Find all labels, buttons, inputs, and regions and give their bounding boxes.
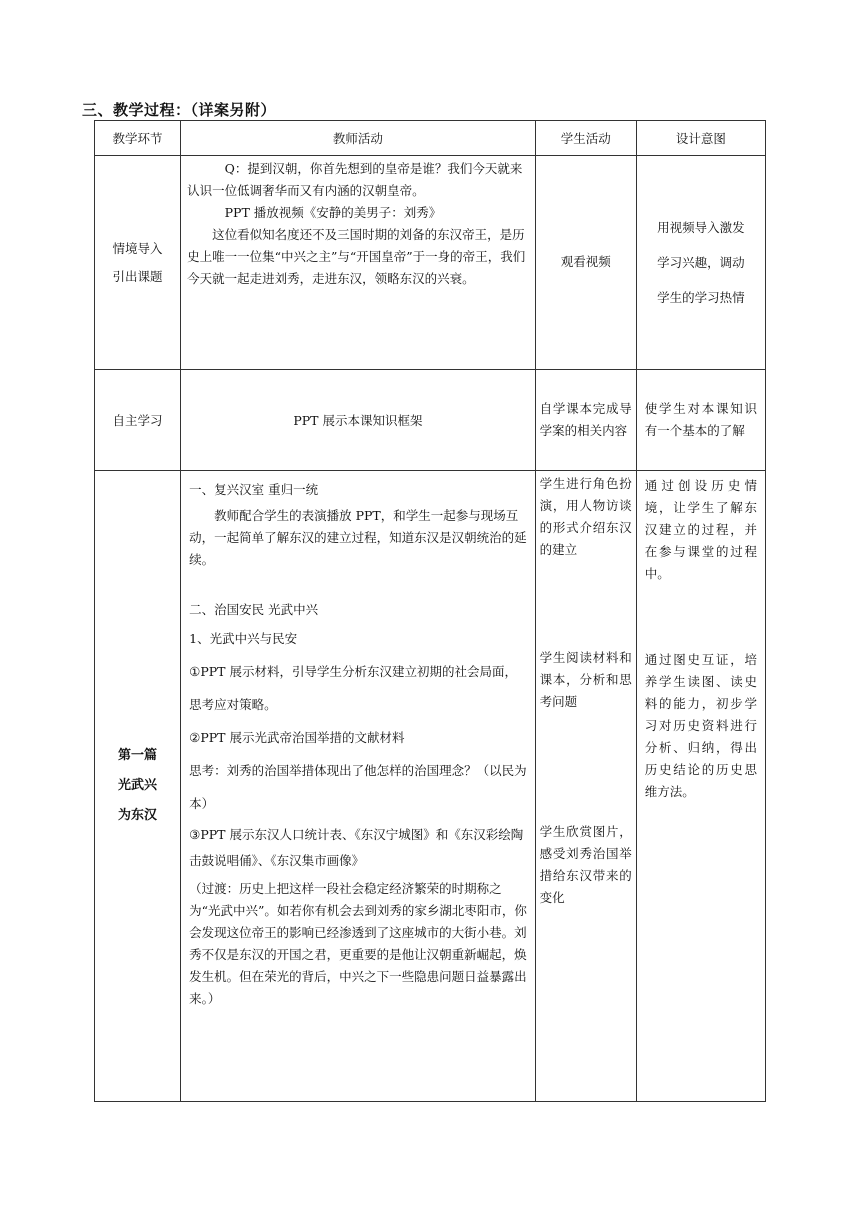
- stage-cell: [95, 156, 181, 370]
- intent-line: 学习兴趣，调动: [657, 255, 745, 270]
- teacher-transition-text: （过渡：历史上把这样一段社会稳定经济繁荣的时期称之为“光武中兴”。如若你有机会去到刘秀的家乡湖北枣阳市，你会发现这位帝王的影响已经渗透到了这座城市的大街小巷。刘秀不仅是东汉的开国之君，更重要的是他让汉朝重新崛起，焕发生机。但在荣光的背后，中兴之下一些隐患问题日益暴露出来。）: [189, 881, 527, 1006]
- design-intent-cell: [636, 156, 765, 370]
- intent-text: 使学生对本课知识有一个基本的了解: [644, 401, 757, 438]
- teacher-activity-cell: PPT 展示本课知识框架: [181, 370, 536, 471]
- teacher-text: ①PPT 展示材料，引导学生分析东汉建立初期的社会局面，思考应对策略。: [189, 664, 517, 712]
- student-text: 学生欣赏图片，感受刘秀治国举措给东汉带来的变化: [539, 824, 632, 905]
- table-row: [95, 156, 766, 370]
- stage-label-line: 引出课题: [112, 268, 163, 284]
- student-text: 自学课本完成导学案的相关内容: [539, 401, 632, 438]
- student-activity-cell: 观看视频: [535, 156, 636, 370]
- header-teacher-activity: 教师活动: [181, 121, 536, 156]
- table-row: [95, 471, 766, 1102]
- stage-label-line: 为东汉: [118, 808, 158, 823]
- student-activity-cell: [535, 370, 636, 471]
- teacher-text: 思考：刘秀的治国举措体现出了他怎样的治国理念？（以民为本）: [189, 763, 527, 811]
- lesson-process-table: [94, 120, 766, 1102]
- teacher-heading: 二、治国安民 光武中兴: [189, 602, 319, 617]
- intent-line: 用视频导入激发: [657, 220, 745, 235]
- intent-text: 通过图史互证，培养学生读图、读史料的能力，初步学习对历史资料进行分析、归纳，得出历史结论的历史思维方法。: [644, 652, 757, 799]
- teacher-text: Q：提到汉朝，你首先想到的皇帝是谁？我们今天就来认识一位低调奢华而又有内涵的汉朝皇帝。: [187, 161, 523, 198]
- teacher-text: 教师配合学生的表演播放 PPT，和学生一起参与现场互动，一起简单了解东汉的建立过程，知道东汉是汉朝统治的延续。: [189, 508, 527, 567]
- table-header-row: [95, 121, 766, 156]
- stage-label-line: 第一篇: [118, 748, 158, 763]
- teacher-activity-cell: [181, 156, 536, 370]
- design-intent-cell: [636, 471, 765, 1102]
- section-title: 三、教学过程：（详案另附）: [82, 101, 277, 119]
- header-stage: 教学环节: [95, 121, 181, 156]
- stage-cell: [95, 471, 181, 1102]
- intent-text: 通过创设历史情境，让学生了解东汉建立的过程，并在参与课堂的过程中。: [644, 478, 757, 581]
- table-row: [95, 370, 766, 471]
- teacher-text: ③PPT 展示东汉人口统计表、《东汉宁城图》和《东汉彩绘陶击鼓说唱俑》、《东汉集市画像》: [189, 827, 524, 868]
- teacher-subheading: 1、光武中兴与民安: [189, 631, 298, 646]
- stage-cell: 自主学习: [95, 370, 181, 471]
- student-activity-cell: [535, 471, 636, 1102]
- stage-label-line: 光武兴: [118, 778, 158, 793]
- teacher-text: PPT 播放视频《安静的美男子：刘秀》: [224, 205, 442, 220]
- intent-line: 学生的学习热情: [657, 290, 745, 305]
- student-text: 学生阅读材料和课本，分析和思考问题: [539, 650, 632, 709]
- teacher-heading: 一、复兴汉室 重归一统: [189, 482, 319, 497]
- teacher-text: 这位看似知名度还不及三国时期的刘备的东汉帝王，是历史上唯一一位集“中兴之主”与“开国皇帝”于一身的帝王，我们今天就一起走进刘秀，走进东汉，领略东汉的兴衰。: [187, 227, 526, 286]
- teacher-text: ②PPT 展示光武帝治国举措的文献材料: [189, 730, 405, 745]
- header-student-activity: 学生活动: [535, 121, 636, 156]
- design-intent-cell: [636, 370, 765, 471]
- header-design-intent: 设计意图: [636, 121, 765, 156]
- stage-label-line: 情境导入: [112, 240, 163, 256]
- student-text: 学生进行角色扮演，用人物访谈的形式介绍东汉的建立: [539, 476, 632, 557]
- teacher-activity-cell: [181, 471, 536, 1102]
